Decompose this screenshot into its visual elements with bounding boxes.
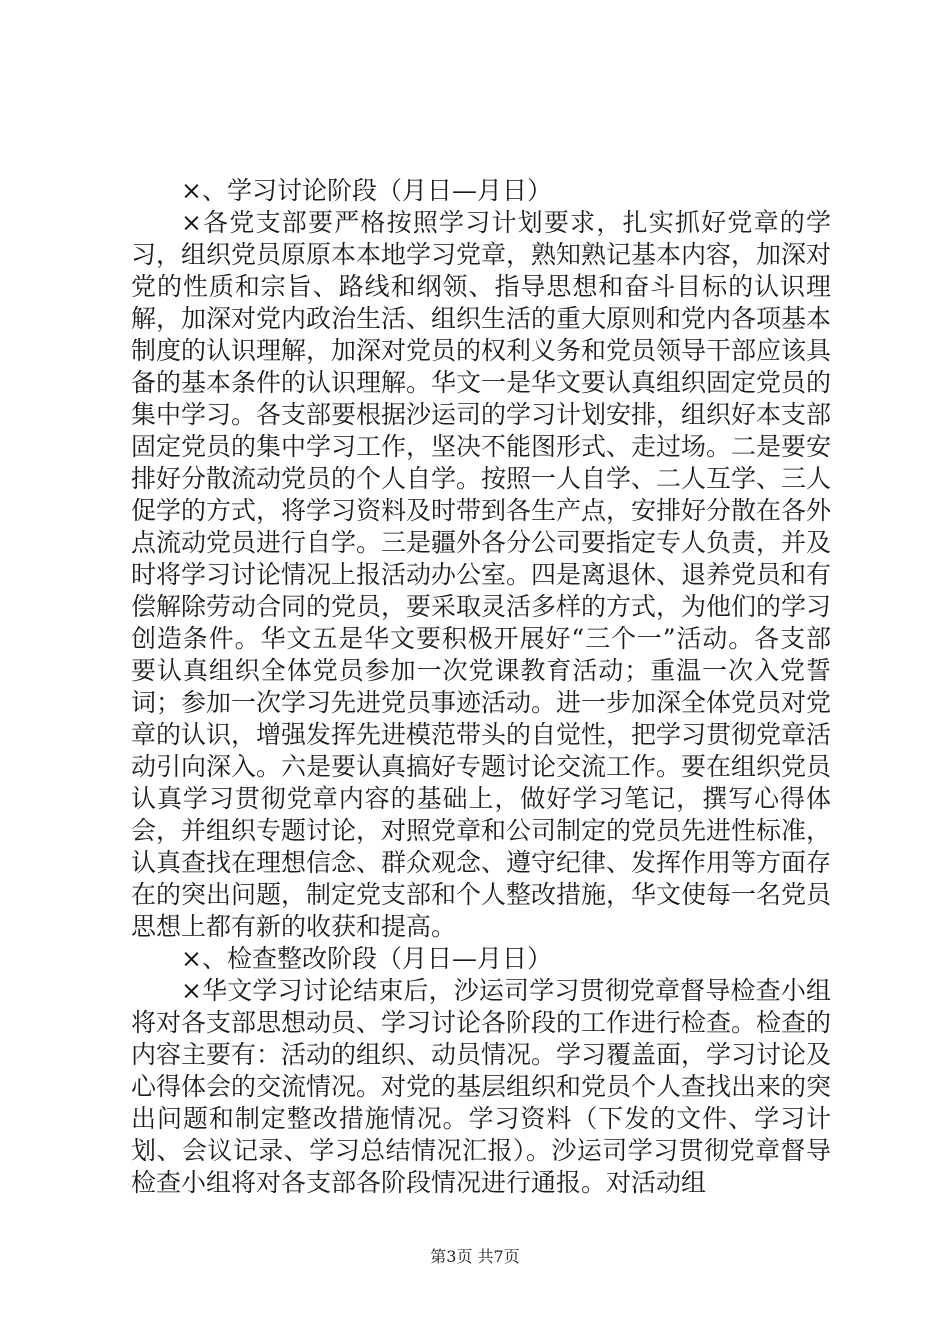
body-paragraph: ×各党支部要严格按照学习计划要求，扎实抓好党章的学习，组织党员原原本本地学习党章，熟知熟记基本内容，加深对党的性质和宗旨、路线和纲领、指导思想和奋斗目标的认识理解，加深对党内政治生活、组织生活的重大原则和党内各项基本制度的认识理解，加深对党员的权利义务和党员领导干部应该具备的基本条件的认识理解。华文一是华文要认真组织固定党员的集中学习。各支部要根据沙运司的学习计划安排，组织好本支部固定党员的集中学习工作，坚决不能图形式、走过场。二是要安排好分散流动党员的个人自学。按照一人自学、二人互学、三人促学的方式，将学习资料及时带到各生产点，安排好分散在各外点流动党员进行自学。三是疆外各分公司要指定专人负责，并及时将学习讨论情况上报活动办公室。四是离退休、退养党员和有偿解除劳动合同的党员，要采取灵活多样的方式，为他们的学习创造条件。华文五是华文要积极开展好“三个一”活动。各支部要认真组织全体党员参加一次党课教育活动；重温一次入党誓词；参加一次学习先进党员事迹活动。进一步加深全体党员对党章的认识，增强发挥先进模范带头的自觉性，把学习贯彻党章活动引向深入。六是要认真搞好专题讨论交流工作。要在组织党员认真学习贯彻党章内容的基础上，做好学习笔记，撰写心得体会，并组织专题讨论，对照党章和公司制定的党员先进性标准，认真查找在理想信念、群众观念、遵守纪律、发挥作用等方面存在的突出问题，制定党支部和个人整改措施，华文使每一名党员思想上都有新的收获和提高。 (131, 208, 832, 941)
body-paragraph: ×华文学习讨论结束后，沙运司学习贯彻党章督导检查小组将对各支部思想动员、学习讨论各阶段的工作进行检查。检查的内容主要有：活动的组织、动员情况。学习覆盖面，学习讨论及心得体会的交流情况。对党的基层组织和党员个人查找出来的突出问题和制定整改措施情况。学习资料（下发的文件、学习计划、会议记录、学习总结情况汇报）。沙运司学习贯彻党章督导检查小组将对各支部各阶段情况进行通报。对活动组 (131, 976, 832, 1197)
document-body (131, 175, 831, 1199)
section-heading-study: ×、学习讨论阶段（月日—月日） (181, 176, 552, 205)
section-heading-inspection: ×、检查整改阶段（月日—月日） (181, 944, 552, 973)
page-footer: 第3页 共7页 (430, 1247, 520, 1266)
